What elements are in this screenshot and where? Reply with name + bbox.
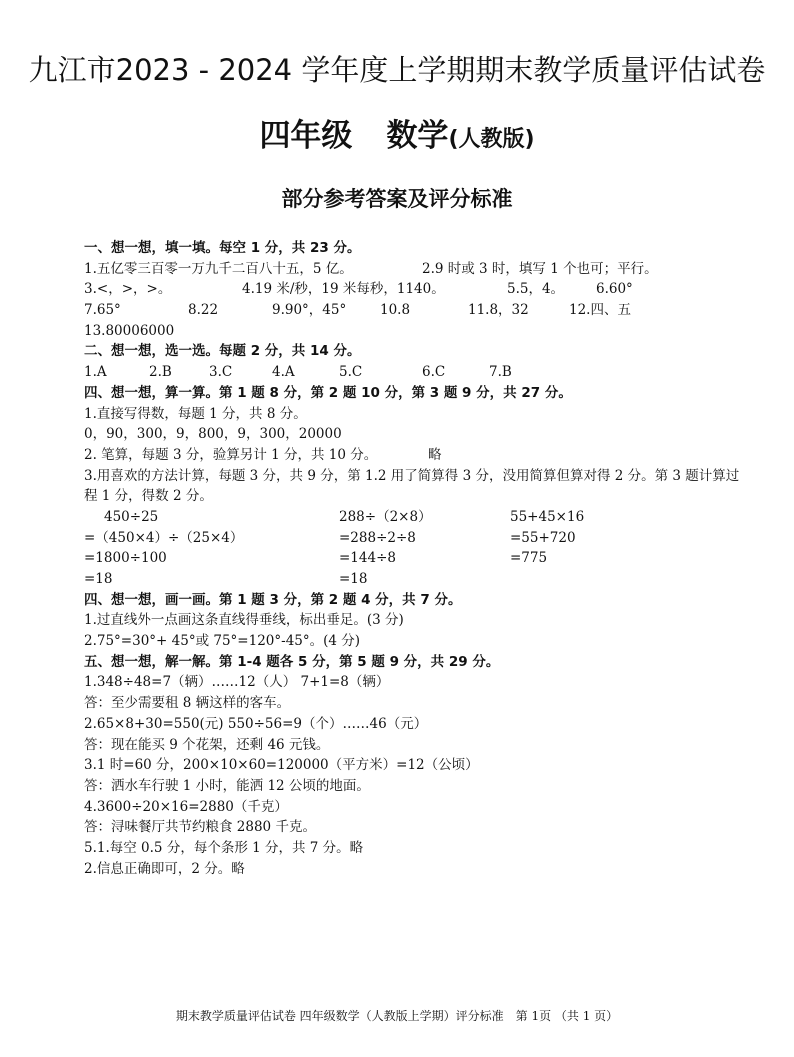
answer-4: 4.19 米/秒，19 米每秒，1140。 — [242, 281, 445, 298]
solve-line: 答：至少需要租 8 辆这样的客车。 — [84, 695, 291, 712]
calc-step-b2: =144÷8 — [339, 550, 396, 567]
answer-key-subtitle: 部分参考答案及评分标准 — [281, 187, 513, 211]
edition-label: (人教版) — [448, 127, 535, 152]
calc-step-b1: =288÷2÷8 — [339, 529, 416, 546]
solve-line: 3.1 时=60 分，200×10×60=120000（平方米）=12（公顷） — [84, 757, 479, 774]
choice-3: 3.C — [209, 364, 233, 381]
calc-row-3 — [84, 548, 764, 569]
calc-row-1 — [84, 507, 764, 528]
calc-step-c1: =55+720 — [510, 529, 576, 546]
solve-line: 2.65×8+30=550(元) 550÷56=9（个）……46（元） — [84, 715, 428, 732]
section-1-line-1 — [84, 259, 764, 280]
answer-12: 12.四、五 — [569, 302, 631, 319]
choice-1: 1.A — [84, 364, 107, 381]
solve-line: 2.信息正确即可，2 分。略 — [84, 860, 245, 877]
exam-title: 九江市2023 - 2024 学年度上学期期末教学质量评估试卷 — [28, 53, 766, 87]
calc-step-c2: =775 — [510, 550, 548, 567]
choice-7: 7.B — [489, 364, 512, 381]
calc-step-a3: =18 — [84, 571, 113, 588]
answer-body — [84, 238, 764, 879]
answer-10: 10.8 — [380, 302, 411, 319]
section-2-heading: 二、想一想，选一选。每题 2 分，共 14 分。 — [84, 343, 361, 360]
calc-item-2-note: 略 — [428, 446, 442, 463]
answer-9: 9.90°，45° — [272, 302, 347, 319]
section-2-answers — [84, 362, 764, 383]
calc-step-b3: =18 — [339, 571, 368, 588]
section-1-heading: 一、想一想，填一填。每空 1 分，共 23 分。 — [84, 240, 361, 256]
choice-6: 6.C — [422, 364, 446, 381]
footer-text: 期末教学质量评估试卷 四年级数学（人教版上学期）评分标准 — [175, 1009, 504, 1023]
footer-page-number: 第 1页 （共 1 页） — [515, 1009, 619, 1023]
calc-expr-b: 288÷（2×8） — [339, 508, 432, 525]
answer-5: 5.5，4。 — [507, 281, 565, 298]
section-3-heading: 四、想一想，算一算。第 1 题 8 分，第 2 题 10 分，第 3 题 9 分，共 27 分。 — [84, 384, 572, 401]
section-1-line-3 — [84, 300, 764, 321]
choice-5: 5.C — [339, 364, 363, 381]
calc-item-3: 3.用喜欢的方法计算，每题 3 分，共 9 分，第 1.2 用了简算得 3 分，没用简算但算对得 2 分。第 3 题计算过程 1 分，得数 2 分。 — [84, 467, 740, 505]
draw-item-2: 2.75°=30°+ 45°或 75°=120°-45°。(4 分) — [84, 633, 361, 650]
answer-7: 7.65° — [84, 302, 121, 319]
calc-item-2-text: 2. 笔算，每题 3 分，验算另计 1 分，共 10 分。 — [84, 446, 378, 463]
section-4-heading: 四、想一想，画一画。第 1 题 3 分，第 2 题 4 分，共 7 分。 — [84, 591, 462, 608]
calc-item-1-answers: 0，90，300，9，800，9，300，20000 — [84, 426, 342, 443]
answer-2: 2.9 时或 3 时，填写 1 个也可；平行。 — [422, 260, 658, 277]
answer-11: 11.8，32 — [468, 302, 529, 319]
choice-4: 4.A — [272, 364, 295, 381]
section-5-heading: 五、想一想，解一解。第 1-4 题各 5 分，第 5 题 9 分，共 29 分。 — [84, 653, 500, 670]
grade-label: 四年级 — [259, 118, 353, 154]
solve-line: 4.3600÷20×16=2880（千克） — [84, 798, 288, 815]
answer-1: 1.五亿零三百零一万九千二百八十五，5 亿。 — [84, 260, 353, 277]
answer-3: 3.<，>，>。 — [84, 281, 172, 298]
calc-expr-a: 450÷25 — [104, 508, 159, 525]
solve-line: 5.1.每空 0.5 分，每个条形 1 分，共 7 分。略 — [84, 839, 364, 856]
grade-subject-title — [0, 110, 794, 155]
page-footer — [0, 1007, 794, 1024]
solve-line: 1.348÷48=7（辆）……12（人） 7+1=8（辆） — [84, 674, 390, 691]
answer-8: 8.22 — [188, 302, 219, 319]
section-1-line-2 — [84, 279, 764, 300]
solve-line: 答：浔味餐厅共节约粮食 2880 千克。 — [84, 819, 316, 836]
solve-line: 答：洒水车行驶 1 小时，能洒 12 公顷的地面。 — [84, 777, 370, 794]
solve-line: 答：现在能买 9 个花架，还剩 46 元钱。 — [84, 736, 330, 753]
calc-item-2 — [84, 445, 764, 466]
calc-expr-c: 55+45×16 — [510, 508, 585, 525]
calc-step-a2: =1800÷100 — [84, 550, 167, 567]
calc-row-4 — [84, 569, 764, 590]
calc-item-1: 1.直接写得数，每题 1 分，共 8 分。 — [84, 405, 307, 422]
calc-step-a1: =（450×4）÷（25×4） — [84, 529, 244, 546]
calc-row-2 — [84, 528, 764, 549]
answer-6: 6.60° — [596, 281, 633, 298]
answer-13: 13.80006000 — [84, 322, 175, 339]
subject-label: 数学 — [386, 118, 449, 154]
draw-item-1: 1.过直线外一点画这条直线得垂线，标出垂足。(3 分) — [84, 612, 404, 629]
choice-2: 2.B — [149, 364, 172, 381]
